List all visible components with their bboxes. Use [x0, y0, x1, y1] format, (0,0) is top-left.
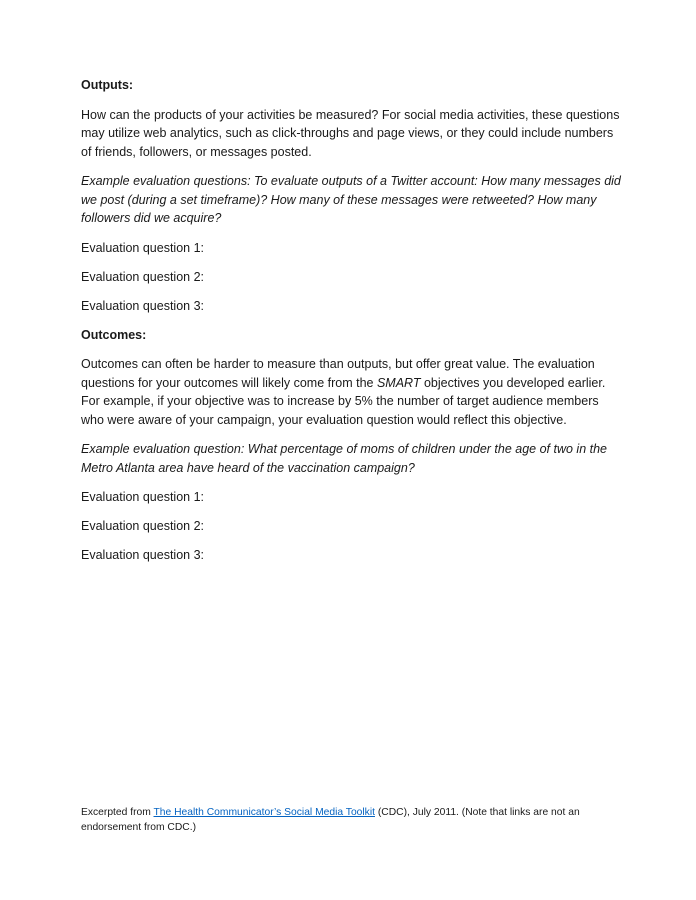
- footer-suffix-text: (CDC), July 2011. (Note that links are not an endorsement from CDC.): [81, 807, 580, 833]
- outcomes-intro-text-2: objectives you developed earlier. For example, if your objective was to increase by 5% the number of target audience members who were aware of your campaign, your evaluation question would reflect this objective.: [81, 375, 606, 427]
- outputs-evaluation-question-2: Evaluation question 2:: [81, 269, 205, 284]
- outputs-intro-paragraph: How can the products of your activities be measured? For social media activities, these questions may utilize web analytics, such as click-throughs and page views, or they could include numbers of friends, followers, or messages posted.: [81, 107, 620, 159]
- outputs-example-paragraph: Example evaluation questions: To evaluate outputs of a Twitter account: How many messages did we post (during a set timeframe)? How many of these messages were retweeted? How many followers did we acquire?: [81, 174, 621, 225]
- outcomes-heading: Outcomes:: [81, 327, 147, 342]
- outcomes-smart-term: SMART: [376, 375, 421, 390]
- toolkit-link[interactable]: The Health Communicator’s Social Media Toolkit: [153, 807, 375, 818]
- outcomes-example-paragraph: Example evaluation question: What percentage of moms of children under the age of two in the Metro Atlanta area have heard of the vaccination campaign?: [81, 442, 608, 475]
- outcomes-intro-text-1: Outcomes can often be harder to measure than outputs, but offer great value. The evaluation questions for your outcomes will likely come from the: [81, 357, 595, 390]
- outputs-heading: Outputs:: [81, 78, 134, 92]
- outcomes-evaluation-question-1: Evaluation question 1:: [81, 490, 205, 504]
- document-body: [81, 76, 622, 575]
- footer-prefix-text: Excerpted from: [81, 807, 154, 818]
- footer-note: [81, 806, 622, 835]
- outputs-evaluation-question-1: Evaluation question 1:: [81, 240, 205, 255]
- outputs-evaluation-question-3: Evaluation question 3:: [81, 298, 205, 313]
- outcomes-evaluation-question-2: Evaluation question 2:: [81, 519, 205, 533]
- outcomes-evaluation-question-3: Evaluation question 3:: [81, 548, 205, 562]
- outcomes-intro-paragraph: [81, 355, 622, 429]
